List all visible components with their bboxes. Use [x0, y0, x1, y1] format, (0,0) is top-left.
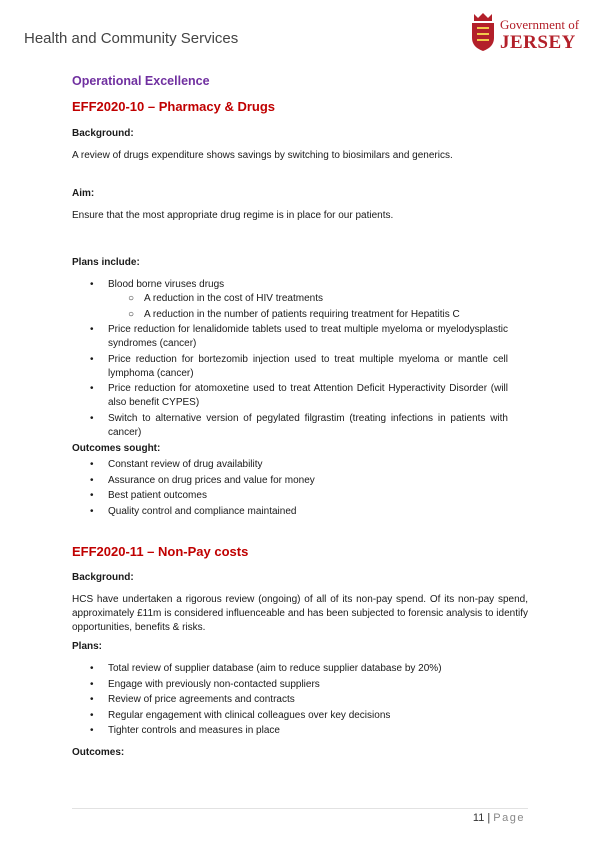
eff10-outcomes-label: Outcomes sought:	[72, 443, 161, 454]
eff10-sub-plans-list	[108, 292, 508, 322]
bullet-icon: •	[90, 353, 94, 365]
eff10-aim-label: Aim:	[72, 188, 95, 199]
eff11-background-label: Background:	[72, 572, 134, 583]
list-item: • Assurance on drug prices and value for money	[90, 474, 315, 486]
list-item: • Total review of supplier database (aim to reduce supplier database by 20%)	[90, 663, 442, 674]
bullet-icon: •	[90, 490, 94, 501]
list-item: • Price reduction for atomoxetine used to treat Attention Deficit Hyperactivity Disorder (will also benefit CYPES)	[90, 383, 508, 408]
eff10-outcomes-list	[88, 458, 508, 520]
list-item: • Engage with previously non-contacted suppliers	[90, 678, 320, 690]
list-item: • Blood borne viruses drugs ○ A reduction in the cost of HIV treatments ○ A reduction in the number of patients requiring treatment for Hepatitis C	[88, 278, 508, 322]
bullet-icon: •	[90, 279, 94, 290]
bullet-icon: •	[90, 709, 94, 721]
bullet-icon: •	[90, 459, 94, 470]
eff10-background-label: Background:	[72, 128, 134, 139]
eff11-heading: EFF2020-11 – Non-Pay costs	[72, 544, 249, 559]
bullet-icon: •	[90, 694, 94, 705]
logo-line2: JERSEY	[500, 32, 576, 53]
eff10-aim-text: Ensure that the most appropriate drug regime is in place for our patients.	[72, 210, 394, 221]
bullet-icon: •	[90, 505, 94, 517]
eff10-heading: EFF2020-10 – Pharmacy & Drugs	[72, 99, 276, 114]
eff10-plans-label: Plans include:	[72, 257, 140, 268]
eff10-background-text: A review of drugs expenditure shows savings by switching to biosimilars and generics.	[72, 150, 453, 161]
logo-line1: Government of	[500, 17, 580, 32]
bullet-icon: •	[90, 324, 94, 335]
circle-bullet-icon: ○	[128, 308, 135, 320]
list-item: • Price reduction for lenalidomide tablets used to treat multiple myeloma or myelodysplastic syndromes (cancer)	[90, 324, 508, 349]
section-title: Operational Excellence	[72, 74, 210, 88]
eff10-plans-list	[88, 278, 508, 441]
crest-icon	[470, 12, 496, 52]
government-of-jersey-logo	[470, 12, 585, 56]
footer-divider	[72, 808, 528, 809]
list-item: ○ A reduction in the number of patients requiring treatment for Hepatitis C	[128, 308, 460, 320]
bullet-icon: •	[90, 383, 94, 394]
circle-bullet-icon: ○	[128, 293, 135, 304]
list-item: • Price reduction for bortezomib injection used to treat multiple myeloma or mantle cell lymphoma (cancer)	[90, 353, 508, 379]
list-item: • Best patient outcomes	[90, 490, 207, 501]
bullet-icon: •	[90, 474, 94, 486]
list-item: • Review of price agreements and contracts	[90, 694, 295, 705]
bullet-icon: •	[90, 663, 94, 674]
bullet-icon: •	[90, 678, 94, 690]
list-item: • Quality control and compliance maintained	[90, 505, 297, 517]
eff11-plans-label: Plans:	[72, 641, 103, 652]
header-title: Health and Community Services	[24, 30, 239, 47]
list-item: ○ A reduction in the cost of HIV treatments	[128, 293, 323, 304]
bullet-icon: •	[90, 412, 94, 424]
list-item: • Constant review of drug availability	[90, 459, 263, 470]
list-item: • Tighter controls and measures in place	[90, 725, 280, 736]
list-item: • Regular engagement with clinical colleagues over key decisions	[90, 709, 391, 721]
eff11-background-text: HCS have undertaken a rigorous review (ongoing) of all of its non-pay spend. Of its non-pay spend, approximately £11m is considered influenceable and has been subjected to forensic analysis to identify opportunities, benefits & risks.	[72, 594, 528, 633]
eff11-outcomes-label: Outcomes:	[72, 747, 125, 758]
page-number: 11 | Page	[472, 812, 525, 824]
eff11-plans-list	[88, 662, 508, 740]
list-item: • Switch to alternative version of pegylated filgrastim (treating infections in patients with cancer)	[90, 412, 508, 438]
bullet-icon: •	[90, 725, 94, 736]
